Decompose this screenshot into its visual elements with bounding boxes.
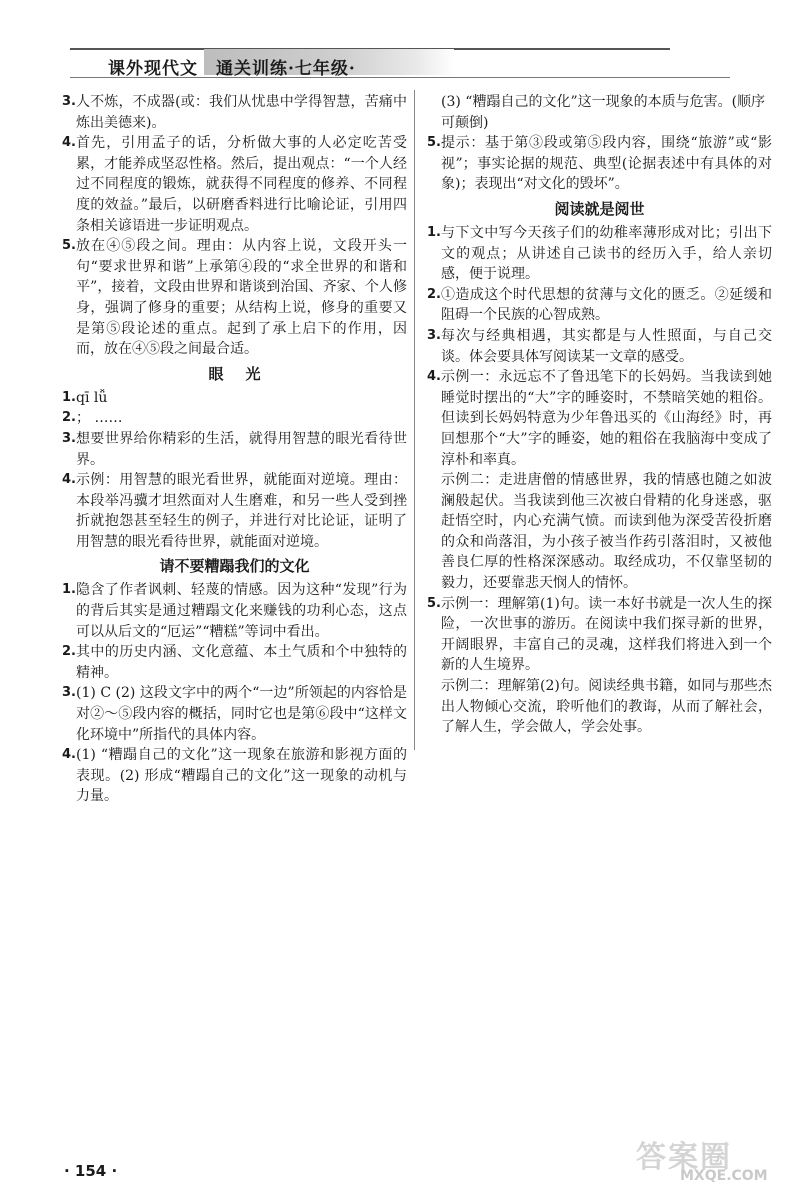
answer-text: 隐含了作者讽刺、轻蔑的情感。因为这种“发现”行为的背后其实是通过糟蹋文化来赚钱的功利心态，这点可以从后文的“厄运”“糟糕”等词中看出。 [76, 582, 407, 640]
answer-text: (1) “糟蹋自己的文化”这一现象在旅游和影视方面的表现。(2) 形成“糟蹋自己的文化”这一现象的动机与力量。 [76, 747, 407, 805]
answer-text: 与下文中写今天孩子们的幼稚率薄形成对比；引出下文的观点；从讲述自己读书的经历入手，给人亲切感，便于说理。 [441, 224, 772, 283]
page-header [70, 40, 730, 84]
right-column [427, 92, 772, 738]
section-title-yanguang: 眼光 [208, 364, 283, 383]
answer-item: 4. 示例一：永远忘不了鲁迅笔下的长妈妈。当我读到她睡觉时摆出的“大”字的睡姿时，不禁暗笑她的粗俗。但读到长妈妈特意为少年鲁迅买的《山海经》时，再回想那个“大”字的睡姿，她的粗俗在我脑海中变成了淳朴和率真。 示例二：走进唐僧的情感世界，我的情感也随之如波澜般起伏。当我读到他三次被白骨精的化身迷惑，驱赶悟空时，内心充满气愤。而读到他为深受苦役折磨的众和尚落泪，为小孩子被当作药引落泪时，又被他善良仁厚的性格深深感动。取经成功，不仅靠坚韧的毅力，还要靠悲天悯人的情怀。 [427, 367, 772, 594]
answer-item: 2. ； …… [62, 410, 123, 427]
answer-text: 提示：基于第③段或第⑤段内容，围绕“旅游”或“影视”；事实论据的规范、典型(论据表述中有具体的对象)；表现出“对文化的毁坏”。 [441, 135, 772, 193]
left-column [62, 92, 407, 807]
header-book-title: 课外现代文 [108, 59, 198, 79]
answer-item: 1. qī lǚ [62, 389, 108, 406]
column-divider [414, 90, 415, 750]
answer-paragraph: 示例二：理解第(2)句。阅读经典书籍，如同与那些杰出人物倾心交流，聆听他们的教诲，从而了解社会，了解人生，学会做人，学会处事。 [441, 678, 772, 736]
section-title-culture: 请不要糟蹋我们的文化 [159, 557, 310, 576]
section-title-reading: 阅读就是阅世 [554, 199, 645, 218]
answer-item: 2. ①造成这个时代思想的贫薄与文化的匮乏。②延缓和阻碍一个民族的心智成熟。 [427, 286, 772, 324]
answer-text: 人不炼，不成器(或：我们从忧患中学得智慧，苦痛中炼出美德来)。 [76, 94, 407, 131]
answer-item: 5. 放在④⑤段之间。理由：从内容上说，文段开头一句“要求世界和谐”上承第④段的“求全世界的和谐和平”，接着，文段由世界和谐谈到治国、齐家、个人修身，强调了修身的重要；从结构上说，修身的重要又是第⑤段论述的重点。起到了承上启下的作用，因而，放在④⑤段之间最合适。 [62, 238, 407, 358]
answer-text: 示例：用智慧的眼光看世界，就能面对逆境。理由：本段举冯骥才坦然面对人生磨难，和另一些人受到挫折就抱怨甚至轻生的例子，并进行对比论证，证明了用智慧的眼光看待世界，就能面对逆境。 [76, 472, 407, 550]
answer-item: 3. 想要世界给你精彩的生活，就得用智慧的眼光看待世界。 [62, 430, 407, 468]
answer-item: 5. 示例一：理解第(1)句。读一本好书就是一次人生的探险，一次世事的游历。在阅读中我们探寻新的世界，开阔眼界，丰富自己的灵魂，这样我们将进入到一个新的人生境界。 示例二：理解第(2)句。阅读经典书籍，如同与那些杰出人物倾心交流，聆听他们的教诲，从而了解社会，了解人生，学会做人，学会处事。 [427, 594, 772, 738]
answer-paragraph: 示例二：走进唐僧的情感世界，我的情感也随之如波澜般起伏。当我读到他三次被白骨精的化身迷惑，驱赶悟空时，内心充满气愤。而读到他为深受苦役折磨的众和尚落泪，为小孩子被当作药引落泪时，又被他善良仁厚的性格深深感动。取经成功，不仅靠坚韧的毅力，还要靠悲天悯人的情怀。 [441, 472, 772, 592]
watermark-url: MXQE.COM [680, 1168, 768, 1184]
answer-item: 5. 提示：基于第③段或第⑤段内容，围绕“旅游”或“影视”；事实论据的规范、典型(论据表述中有具体的对象)；表现出“对文化的毁坏”。 [427, 135, 772, 193]
answer-item: 1. 与下文中写今天孩子们的幼稚率薄形成对比；引出下文的观点；从讲述自己读书的经历入手，给人亲切感，便于说理。 [427, 224, 772, 283]
watermark-logo [632, 1128, 782, 1188]
answer-paragraph: 示例一：理解第(1)句。读一本好书就是一次人生的探险，一次世事的游历。在阅读中我们探寻新的世界，开阔眼界，丰富自己的灵魂，这样我们将进入到一个新的人生境界。 [441, 595, 772, 674]
header-bottom-rule [70, 77, 730, 78]
answer-text: qī lǚ [76, 389, 108, 406]
answer-item: 4. 首先，引用孟子的话，分析做大事的人必定吃苦受累，才能养成坚忍性格。然后，提出观点：“一个人经过不同程度的锻炼，就获得不同程度的修养、不同程度的效益。”最后，以研磨香料进行比喻论证，引用四条相关谚语进一步证明观点。 [62, 135, 407, 234]
answer-item: 3. 人不炼，不成器(或：我们从忧患中学得智慧，苦痛中炼出美德来)。 [62, 94, 407, 131]
answer-paragraph: 示例一：永远忘不了鲁迅笔下的长妈妈。当我读到她睡觉时摆出的“大”字的睡姿时，不禁暗笑她的粗俗。但读到长妈妈特意为少年鲁迅买的《山海经》时，再回想那个“大”字的睡姿，她的粗俗在我脑海中变成了淳朴和率真。 [441, 369, 772, 468]
page-number: · 154 · [64, 1162, 118, 1180]
answer-text: 想要世界给你精彩的生活，就得用智慧的眼光看待世界。 [76, 430, 407, 468]
answer-item: 4. (1) “糟蹋自己的文化”这一现象在旅游和影视方面的表现。(2) 形成“糟蹋自己的文化”这一现象的动机与力量。 [62, 747, 407, 805]
answer-text: ①造成这个时代思想的贫薄与文化的匮乏。②延缓和阻碍一个民族的心智成熟。 [441, 286, 772, 324]
answer-item: 3. 每次与经典相遇，其实都是与人性照面，与自己交谈。体会要具体写阅读某一文章的感受。 [427, 327, 772, 365]
watermark-text: 答案圈 [636, 1140, 732, 1175]
answer-item: 4. 示例：用智慧的眼光看世界，就能面对逆境。理由：本段举冯骥才坦然面对人生磨难，和另一些人受到挫折就抱怨甚至轻生的例子，并进行对比论证，证明了用智慧的眼光看待世界，就能面对逆境。 [62, 472, 407, 550]
answer-item: 1. 隐含了作者讽刺、轻蔑的情感。因为这种“发现”行为的背后其实是通过糟蹋文化来赚钱的功利心态，这点可以从后文的“厄运”“糟糕”等词中看出。 [62, 582, 407, 640]
answer-text: 每次与经典相遇，其实都是与人性照面，与自己交谈。体会要具体写阅读某一文章的感受。 [441, 327, 772, 365]
answer-text: 首先，引用孟子的话，分析做大事的人必定吃苦受累，才能养成坚忍性格。然后，提出观点：“一个人经过不同程度的锻炼，就获得不同程度的修养、不同程度的效益。”最后，以研磨香料进行比喻论证，引用四条相关谚语进一步证明观点。 [76, 135, 407, 234]
answer-text: ； …… [76, 410, 123, 427]
answer-item: 3. (1) C (2) 这段文字中的两个“一边”所领起的内容恰是对②～⑤段内容的概括，同时它也是第⑥段中“这样文化环境中”所指代的具体内容。 [62, 685, 407, 743]
answer-continuation: (3) “糟蹋自己的文化”这一现象的本质与危害。(顺序可颠倒) [441, 94, 766, 131]
header-series-title: 通关训练·七年级· [216, 59, 356, 79]
answer-text: 放在④⑤段之间。理由：从内容上说，文段开头一句“要求世界和谐”上承第④段的“求全世界的和谐和平”，接着，文段由世界和谐谈到治国、齐家、个人修身，强调了修身的重要；从结构上说，修身的重要又是第⑤段论述的重点。起到了承上启下的作用，因而，放在④⑤段之间最合适。 [76, 238, 407, 358]
answer-text: (1) C (2) 这段文字中的两个“一边”所领起的内容恰是对②～⑤段内容的概括，同时它也是第⑥段中“这样文化环境中”所指代的具体内容。 [76, 685, 407, 743]
answer-text: 其中的历史内涵、文化意蕴、本土气质和个中独特的精神。 [76, 644, 407, 681]
answer-item: 2. 其中的历史内涵、文化意蕴、本土气质和个中独特的精神。 [62, 644, 407, 681]
